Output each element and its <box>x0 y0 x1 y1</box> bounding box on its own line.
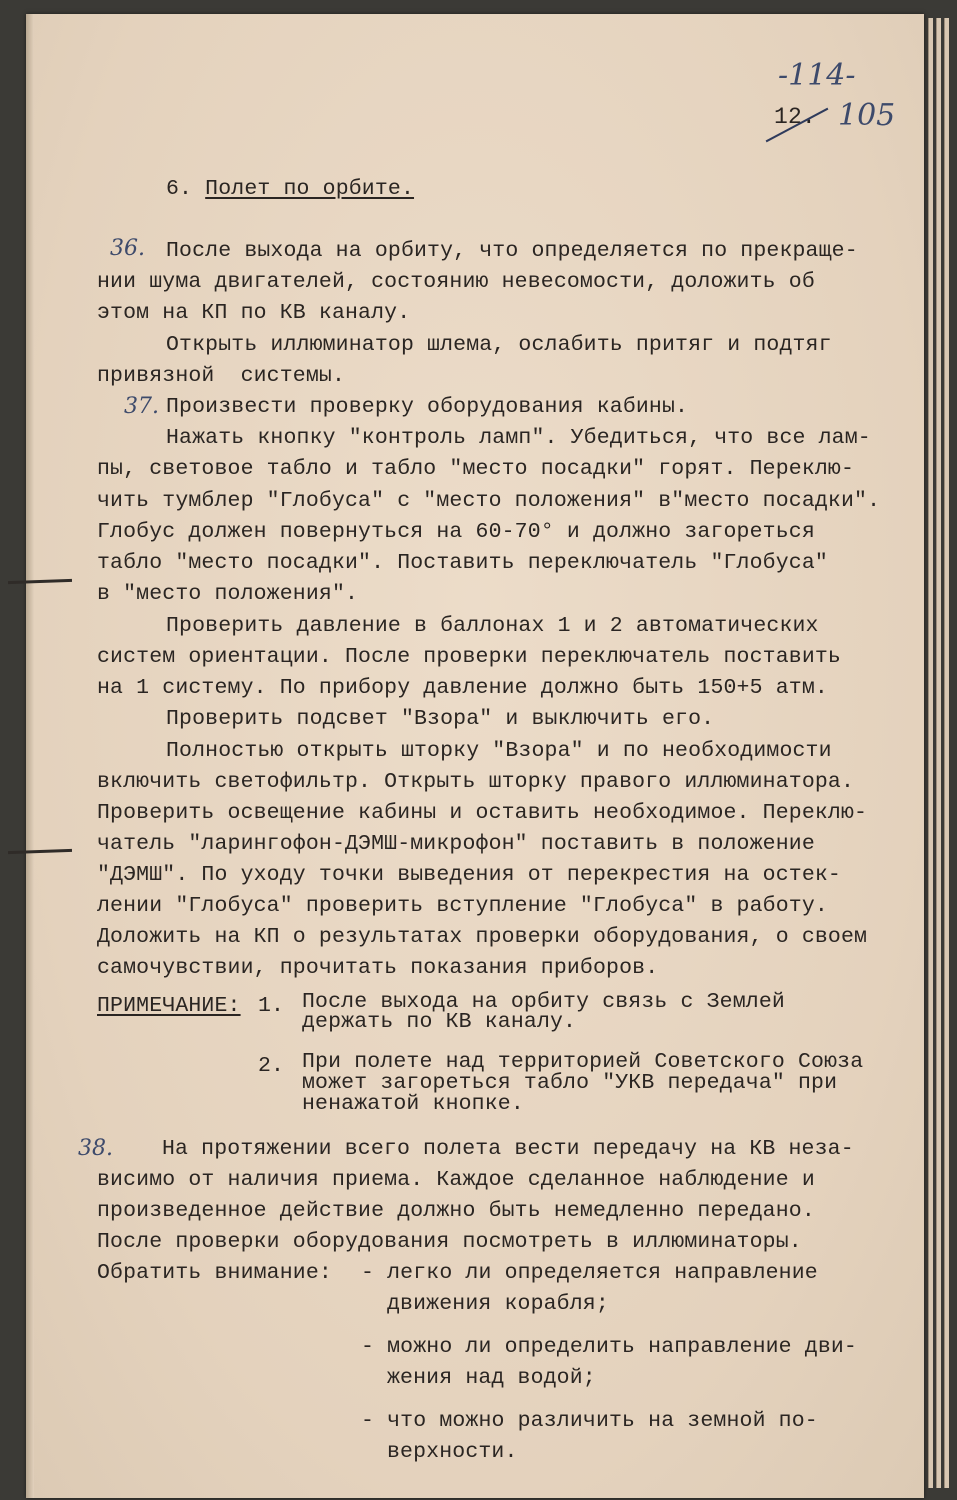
bullet-line: - легко ли определяется направление <box>361 1261 818 1285</box>
note-line: При полете над территорией Советского Союза <box>302 1050 864 1074</box>
binding-stitch-icon <box>8 849 72 854</box>
text-line: На протяжении всего полета вести передачу на КВ неза- <box>162 1137 854 1161</box>
archive-page-mark: -114- <box>778 58 856 93</box>
note-line: может загореться табло "УКВ передача" при <box>302 1071 838 1095</box>
note-number-1: 1. <box>258 994 285 1018</box>
handwritten-page-number: 105 <box>838 98 896 133</box>
text-line: После проверки оборудования посмотреть в иллюминаторы. <box>97 1230 802 1254</box>
note-number-2: 2. <box>258 1054 285 1078</box>
section-number: 6. <box>166 177 193 201</box>
text-line: в "место положения". <box>97 582 359 606</box>
bullet-line: верхности. <box>387 1440 518 1464</box>
bullet-line: жения над водой; <box>387 1366 596 1390</box>
item-number-37: 37. <box>124 394 159 419</box>
item-number-38: 38. <box>78 1136 113 1161</box>
text-line: привязной системы. <box>97 364 345 388</box>
text-line: Доложить на КП о результатах проверки оборудования, о своем <box>97 925 868 949</box>
page-stack-edge <box>944 18 949 1488</box>
text-line: на 1 систему. По прибору давление должно быть 150+5 атм. <box>97 676 828 700</box>
text-line: Проверить давление в баллонах 1 и 2 автоматических <box>166 614 819 638</box>
text-line: чить тумблер "Глобуса" с "место положения" в"место посадки". <box>97 489 881 513</box>
text-line: Глобус должен повернуться на 60-70° и должно загореться <box>97 520 815 544</box>
bullet-line: - что можно различить на земной по- <box>361 1409 818 1433</box>
section-heading <box>166 174 414 204</box>
binding-edge <box>26 14 34 1498</box>
text-line: самочувствии, прочитать показания приборов. <box>97 956 659 980</box>
text-line: Проверить подсвет "Взора" и выключить его. <box>166 707 715 731</box>
text-line: включить светофильтр. Открыть шторку правого иллюминатора. <box>97 770 855 794</box>
text-line: После выхода на орбиту, что определяется по прекраще- <box>166 239 858 263</box>
bullet-line: - можно ли определить направление дви- <box>361 1335 857 1359</box>
text-line: Произвести проверку оборудования кабины. <box>166 395 689 419</box>
text-line: Проверить освещение кабины и оставить необходимое. Переклю- <box>97 801 868 825</box>
note-line: После выхода на орбиту связь с Землей <box>302 990 785 1014</box>
text-line: висимо от наличия приема. Каждое сделанное наблюдение и <box>97 1168 815 1192</box>
text-line: пы, световое табло и табло "место посадки" горят. Переклю- <box>97 457 855 481</box>
text-line: произведенное действие должно быть немедленно передано. <box>97 1199 815 1223</box>
note-line: держать по КВ каналу. <box>302 1010 577 1034</box>
section-title: Полет по орбите. <box>205 177 415 201</box>
bullet-line: движения корабля; <box>387 1292 609 1316</box>
item-number-36: 36. <box>110 236 145 261</box>
text-line: Нажать кнопку "контроль ламп". Убедиться, что все лам- <box>166 426 871 450</box>
binding-stitch-icon <box>8 579 72 584</box>
text-line: Полностью открыть шторку "Взора" и по необходимости <box>166 739 832 763</box>
text-line: чатель "ларингофон-ДЭМШ-микрофон" поставить в положение <box>97 832 815 856</box>
text-line: лении "Глобуса" проверить вступление "Глобуса" в работу. <box>97 894 828 918</box>
text-line: систем ориентации. После проверки переключатель поставить <box>97 645 841 669</box>
page-stack-edge <box>936 18 941 1488</box>
text-line: "ДЭМШ". По уходу точки выведения от перекрестия на остек- <box>97 863 841 887</box>
note-line: ненажатой кнопке. <box>302 1092 524 1116</box>
text-line: табло "место посадки". Поставить переключатель "Глобуса" <box>97 551 828 575</box>
attention-label: Обратить внимание: <box>97 1261 332 1285</box>
text-line: Открыть иллюминатор шлема, ослабить притяг и подтяг <box>166 333 832 357</box>
text-line: этом на КП по КВ каналу. <box>97 301 411 325</box>
document-page <box>26 14 924 1498</box>
typed-page-number: 12. <box>774 104 816 130</box>
page-stack-edge <box>928 18 933 1488</box>
text-line: нии шума двигателей, состоянию невесомости, доложить об <box>97 270 815 294</box>
note-label: ПРИМЕЧАНИЕ: <box>97 994 241 1018</box>
